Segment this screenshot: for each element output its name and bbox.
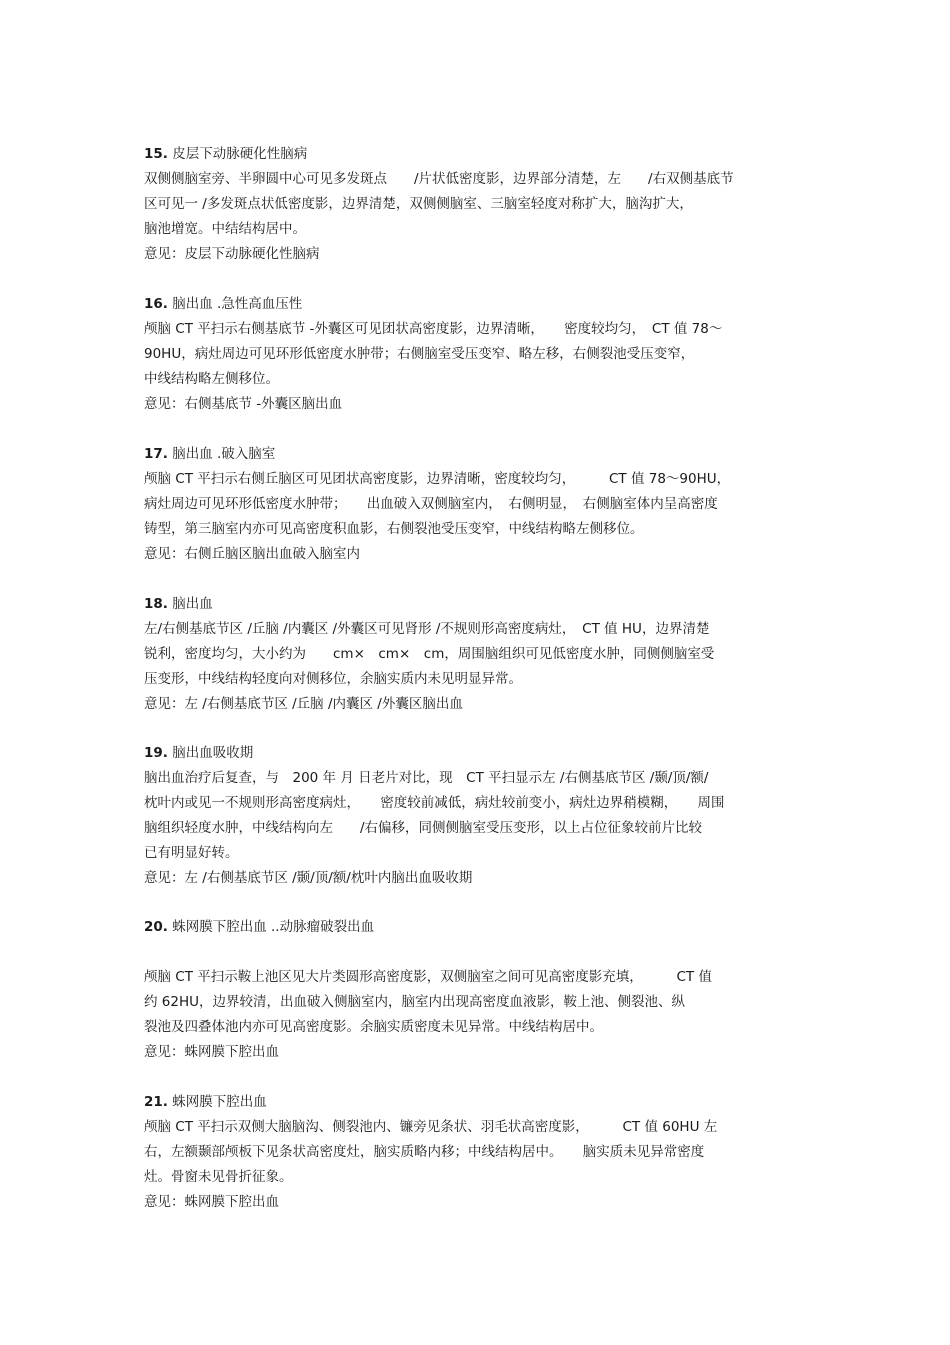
section-number: 18.: [144, 596, 168, 612]
finding-line: 脑池增宽。中结结构居中。: [144, 221, 306, 237]
finding-line: 脑组织轻度水肿，中线结构向左 /右偏移，同侧侧脑室受压变形，以上占位征象较前片比较: [144, 820, 703, 836]
opinion-line: 意见：左 /右侧基底节区 /丘脑 /内囊区 /外囊区脑出血: [144, 696, 463, 712]
report-section-17: [144, 442, 814, 567]
finding-line: 枕叶内或见一不规则形高密度病灶， 密度较前减低，病灶较前变小，病灶边界稍模糊， 周围: [144, 795, 725, 811]
section-number: 15.: [144, 146, 168, 162]
section-title: 脑出血: [172, 596, 213, 612]
section-heading: [144, 741, 814, 766]
section-number: 19.: [144, 745, 168, 761]
section-heading: [144, 142, 814, 167]
section-heading: [144, 592, 814, 617]
report-section-16: [144, 292, 814, 417]
section-number: 17.: [144, 446, 168, 462]
section-title: 脑出血吸收期: [172, 745, 254, 761]
blank-line: [144, 940, 814, 965]
finding-line: 颅脑 CT 平扫示鞍上池区见大片类圆形高密度影，双侧脑室之间可见高密度影充填， CT 值: [144, 969, 712, 985]
finding-line: 90HU，病灶周边可见环形低密度水肿带；右侧脑室受压变窄、略左移，右侧裂池受压变窄，: [144, 346, 695, 362]
finding-line: 颅脑 CT 平扫示右侧丘脑区可见团状高密度影，边界清晰，密度较均匀， CT 值 78～90HU，: [144, 471, 731, 487]
report-section-15: [144, 142, 814, 267]
section-number: 20.: [144, 919, 168, 935]
opinion-line: 意见：右侧丘脑区脑出血破入脑室内: [144, 546, 360, 562]
section-heading: [144, 1090, 814, 1115]
finding-line: 颅脑 CT 平扫示双侧大脑脑沟、侧裂池内、镰旁见条状、羽毛状高密度影， CT 值 60HU 左: [144, 1119, 718, 1135]
opinion-line: 意见：右侧基底节 -外囊区脑出血: [144, 396, 343, 412]
opinion-line: 意见：蛛网膜下腔出血: [144, 1044, 279, 1060]
section-title: 脑出血 .破入脑室: [172, 446, 276, 462]
section-number: 16.: [144, 296, 168, 312]
section-title: 蛛网膜下腔出血 ..动脉瘤破裂出血: [172, 919, 375, 935]
finding-line: 锐利，密度均匀，大小约为 cm× cm× cm，周围脑组织可见低密度水肿，同侧侧脑室受: [144, 646, 715, 662]
section-title: 脑出血 .急性高血压性: [172, 296, 303, 312]
finding-line: 双侧侧脑室旁、半卵圆中心可见多发斑点 /片状低密度影，边界部分清楚，左 /右双侧基底节: [144, 171, 734, 187]
report-section-19: [144, 741, 814, 891]
opinion-line: 意见：蛛网膜下腔出血: [144, 1194, 279, 1210]
report-section-21: [144, 1090, 814, 1215]
finding-line: 病灶周边可见环形低密度水肿带； 出血破入双侧脑室内， 右侧明显， 右侧脑室体内呈高密度: [144, 496, 718, 512]
finding-line: 压变形，中线结构轻度向对侧移位，余脑实质内未见明显异常。: [144, 671, 522, 687]
finding-line: 约 62HU，边界较清，出血破入侧脑室内，脑室内出现高密度血液影，鞍上池、侧裂池、纵: [144, 994, 686, 1010]
opinion-line: 意见：左 /右侧基底节区 /颞/顶/额/枕叶内脑出血吸收期: [144, 870, 473, 886]
section-heading: [144, 915, 814, 940]
finding-line: 中线结构略左侧移位。: [144, 371, 279, 387]
finding-line: 颅脑 CT 平扫示右侧基底节 -外囊区可见团状高密度影，边界清晰， 密度较均匀， CT 值 78～: [144, 321, 723, 337]
finding-line: 铸型，第三脑室内亦可见高密度积血影，右侧裂池受压变窄，中线结构略左侧移位。: [144, 521, 644, 537]
finding-line: 已有明显好转。: [144, 845, 239, 861]
finding-line: 脑出血治疗后复查，与 200 年 月 日老片对比，现 CT 平扫显示左 /右侧基底节区 /颞/顶/额/: [144, 770, 709, 786]
section-heading: [144, 292, 814, 317]
report-section-18: [144, 592, 814, 717]
opinion-line: 意见：皮层下动脉硬化性脑病: [144, 246, 320, 262]
section-title: 蛛网膜下腔出血: [172, 1094, 267, 1110]
section-number: 21.: [144, 1094, 168, 1110]
section-title: 皮层下动脉硬化性脑病: [172, 146, 308, 162]
section-heading: [144, 442, 814, 467]
finding-line: 左/右侧基底节区 /丘脑 /内囊区 /外囊区可见肾形 /不规则形高密度病灶， CT 值 HU，边界清楚: [144, 621, 710, 637]
finding-line: 裂池及四叠体池内亦可见高密度影。余脑实质密度未见异常。中线结构居中。: [144, 1019, 603, 1035]
finding-line: 区可见一 /多发斑点状低密度影，边界清楚，双侧侧脑室、三脑室轻度对称扩大，脑沟扩大，: [144, 196, 693, 212]
finding-line: 右，左额颞部颅板下见条状高密度灶，脑实质略内移；中线结构居中。 脑实质未见异常密度: [144, 1144, 705, 1160]
finding-line: 灶。骨窗未见骨折征象。: [144, 1169, 293, 1185]
report-section-20: [144, 915, 814, 1065]
